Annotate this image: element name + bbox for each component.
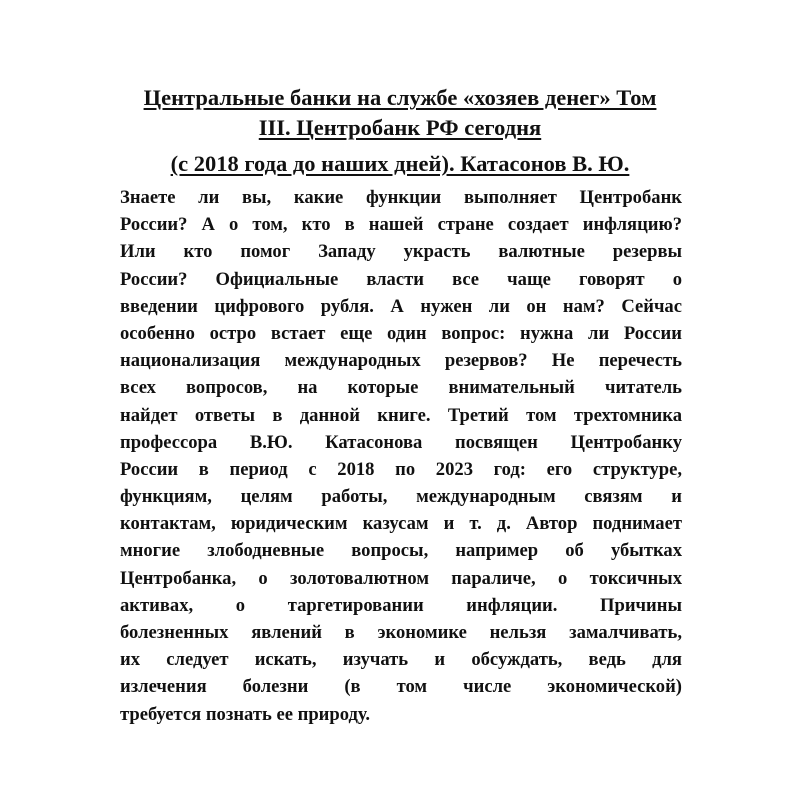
description-line: России? А о том, кто в нашей стране создает инфляцию?	[120, 214, 682, 236]
description-line: требуется познать ее природу.	[120, 703, 370, 725]
description-line: России в период с 2018 по 2023 год: его структуре,	[120, 458, 682, 480]
description-line: активах, о таргетировании инфляции. Причины	[120, 594, 682, 616]
description-line: излечения болезни (в том числе экономической)	[120, 676, 682, 698]
description-line: Центробанка, о золотовалютном параличе, о токсичных	[120, 567, 682, 589]
description-line: многие злободневные вопросы, например об убытках	[120, 540, 682, 562]
description-line: болезненных явлений в экономике нельзя замалчивать,	[120, 622, 682, 643]
description-line: контактам, юридическим казусам и т. д. Автор поднимает	[120, 513, 682, 535]
description-line: всех вопросов, на которые внимательный читатель	[120, 377, 682, 399]
title-text: III. Центробанк РФ сегодня	[258, 115, 542, 140]
title-text: Центральные банки на службе «хозяев денег» Том	[143, 85, 657, 110]
description-line: национализация международных резервов? Не перечесть	[120, 350, 682, 372]
description-line: профессора В.Ю. Катасонова посвящен Центробанку	[120, 431, 682, 453]
description-line: их следует искать, изучать и обсуждать, ведь для	[120, 649, 682, 671]
book-description	[120, 184, 682, 728]
description-line: найдет ответы в данной книге. Третий том трехтомника	[120, 404, 682, 426]
description-line: России? Официальные власти все чаще говорят о	[120, 268, 682, 290]
title-text: (с 2018 года до наших дней). Катасонов В. Ю.	[170, 151, 630, 176]
description-line: особенно остро встает еще один вопрос: нужна ли России	[120, 322, 682, 344]
description-line: функциям, целям работы, международным связям и	[120, 486, 682, 508]
book-title-line-1	[0, 84, 800, 112]
description-line: Или кто помог Западу украсть валютные резервы	[120, 241, 682, 263]
book-title-line-2	[0, 114, 800, 142]
description-line: Знаете ли вы, какие функции выполняет Центробанк	[120, 187, 682, 208]
description-line: введении цифрового рубля. А нужен ли он нам? Сейчас	[120, 295, 682, 317]
book-title-line-3	[0, 150, 800, 178]
